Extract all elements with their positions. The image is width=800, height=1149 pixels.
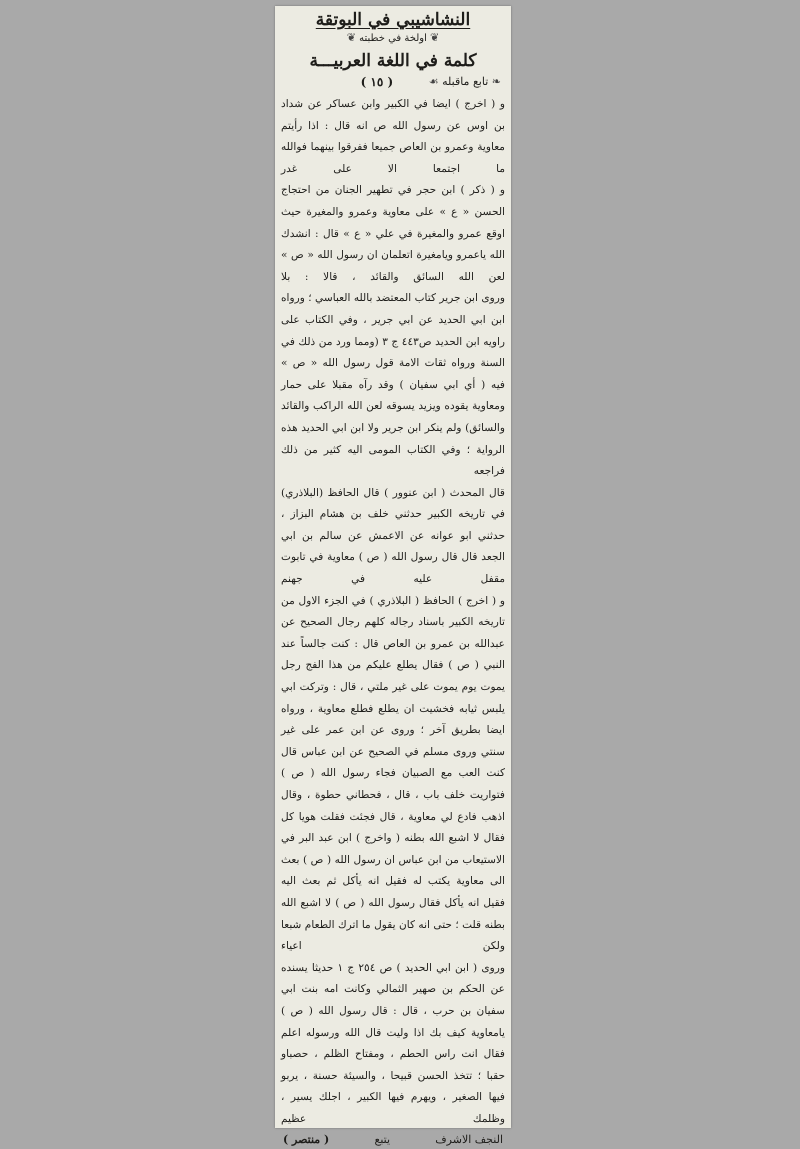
ornament-icon: ☙	[428, 75, 439, 88]
article-body	[281, 94, 505, 1131]
continued-text: تابع ماقبله	[442, 75, 489, 88]
author-signature: ( منتصر )	[283, 1132, 330, 1146]
installment-line	[281, 74, 505, 90]
ornament-icon: ❦	[430, 31, 440, 44]
article-footer	[281, 1131, 505, 1149]
place-label: النجف الاشرف	[435, 1132, 503, 1146]
article-subtitle	[281, 31, 505, 46]
continued-label	[429, 74, 501, 90]
ornament-icon: ❦	[346, 31, 356, 44]
ornament-icon: ❧	[491, 75, 501, 88]
subtitle-text: اولخة في خطبته	[359, 33, 427, 44]
article-title: النشاشيبي في البوتقة	[315, 10, 471, 30]
paragraph: و ( اخرج ) الحافظ ( البلاذري ) في الجزء الاول من تاريخه الكبير باسناد رجاله كلهم رجال الصحيح عن عبدالله بن عمرو بن العاص قال : كنت جالساً عند النبي ( ص ) فقال يطلع عليكم من هذا الفج رجل يموت يوم يموت على غير ملتي ، قال : وتركت ابي يلبس ثيابه فخشيت ان يطلع فطلع معاوية ، ورواه ايضا بطريق آخر ؛ وروى عن ابن عمر على غير سنتي وروى مسلم في الصحيح عن ابن عباس قال كنت العب مع الصبيان فجاء رسول الله ( ص ) فتواريت خلف باب ، قال ، فحطاني حطوة ، وقال اذهب فادع لي معاوية ، قال فجئت فقلت هويا كل فقال لا اشبع الله بطنه ( واخرج ) ابن عبد البر في الاستيعاب من ابن عباس ان رسول الله ( ص ) بعث الى معاوية يكتب له فقيل انه يأكل ثم بعث اليه فقيل انه يأكل فقال رسول الله ( ص ) لا اشبع الله بطنه قلت ؛ حتى انه كان يقول ما اترك الطعام شبعا ولكن اعياء	[281, 594, 505, 953]
paragraph: وروى ( ابن ابي الحديد ) ص ٢٥٤ ج ١ حديثا يسنده عن الحكم بن صهير الثمالي وكانت امه بنت ابي سفيان بن حرب ، قال : قال رسول الله ( ص ) يامعاوية كيف بك اذا وليت قال الله ورسوله اعلم فقال انت راس الحطم ، ومفتاح الظلم ، حصباو حقبا ؛ تتخذ الحسن قبيحا ، والسيئة حسنة ، يربو فيها الصغير ، ويهرم فيها الكبير ، اجلك يسير ، وظلمك عظيم	[281, 961, 505, 1125]
installment-number: ( ١٥ )	[360, 75, 394, 89]
newspaper-clipping	[275, 6, 511, 1146]
paragraph: قال المحدث ( ابن عنوور ) قال الحافظ (البلاذري) في تاريخه الكبير حدثني خلف بن هشام البزاز ، حدثني ابو عوانه عن الاعمش عن سالم بن ابي الجعد قال قال رسول الله ( ص ) معاوية في تابوت مقفل عليه في جهنم	[281, 486, 505, 586]
article-headline: كلمة في اللغة العربيـــة	[309, 51, 477, 71]
follow-label: يتبع	[374, 1132, 391, 1146]
paragraph: و ( اخرج ) ايضا في الكبير وابن عساكر عن شداد بن اوس عن رسول الله ص انه قال : اذا رأيتم معاوية وعمرو بن العاص جميعا ففرقوا بينهما فوالله ما اجتمعا الا على غدر	[281, 98, 505, 175]
paragraph: و ( ذكر ) ابن حجر في تطهير الجنان من احتجاج الحسن « ع » على معاوية وعمرو والمغيرة حيث اوقع عمرو والمغيرة في علي « ع » قال : انشدك الله ياعمرو ويامغيرة اتعلمان ان رسول الله « ص » لعن الله السائق والقائد ، قالا : بلا	[281, 184, 505, 283]
paragraph: وروى ابن جرير كتاب المعتضد بالله العباسي ؛ ورواه ابن ابي الحديد عن ابي جرير ، وفي الكتاب على راويه ابن الحديد ص٤٤٣ ج ٣ (ومما ورد من ذلك في السنة ورواه ثقات الامة قول رسول الله « ص » فيه ( أي ابي سفيان ) وقد رآه مقبلا على حمار ومعاوية يقوده ويزيد يسوقه لعن الله الراكب والقائد والسائق) ولم ينكر ابن جرير ولا ابن ابي الحديد هذه الرواية ؛ وفي الكتاب المومى اليه كثير من ذلك فراجعه	[281, 292, 506, 478]
